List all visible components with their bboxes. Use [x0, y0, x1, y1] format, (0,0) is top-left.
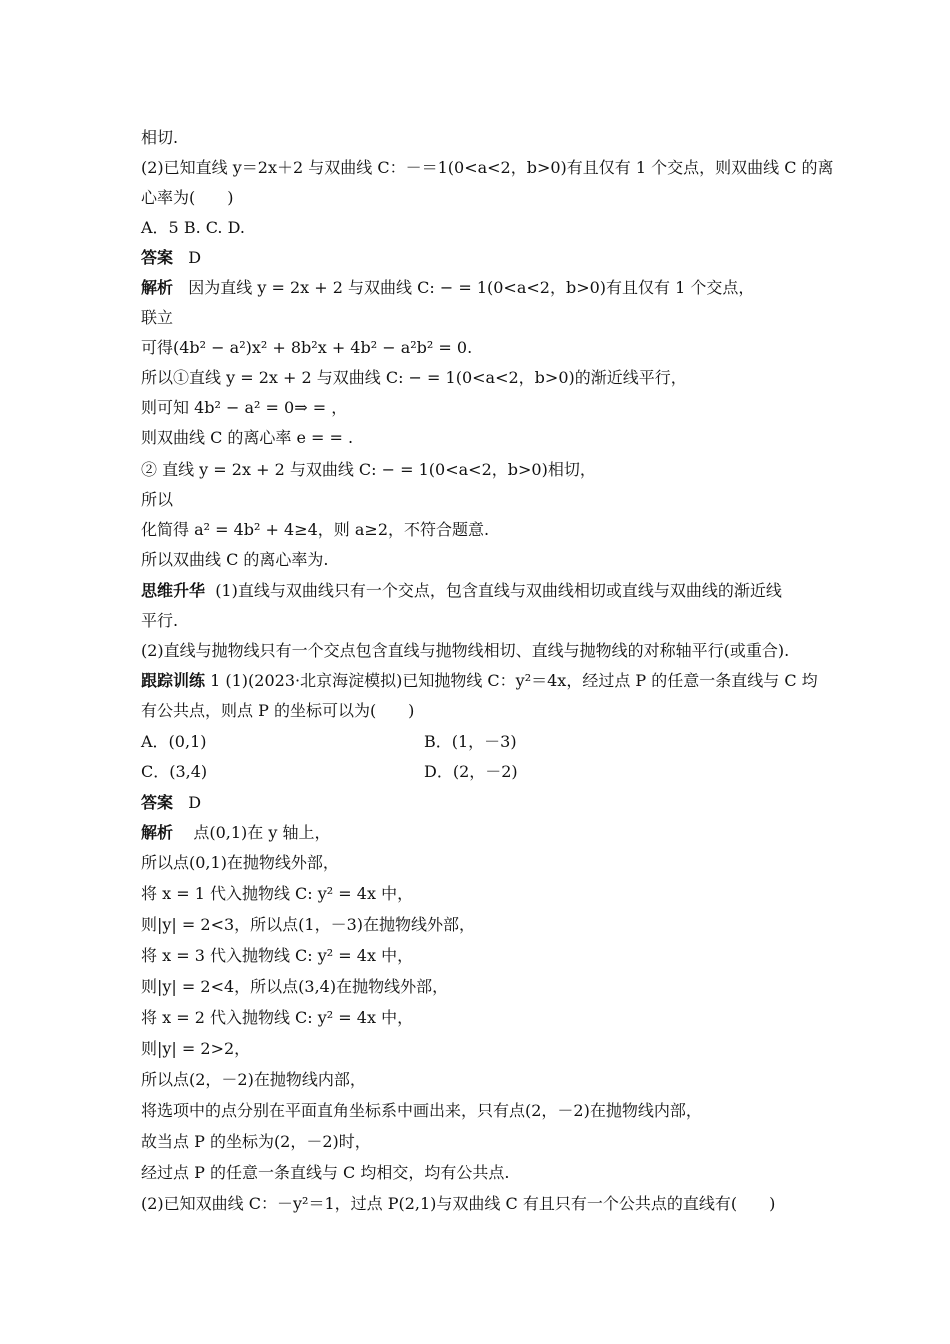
question-2-stem: (2)已知双曲线 C：－y²＝1，过点 P(2,1)与双曲线 C 有且只有一个公共点的直线有( ) [141, 1194, 776, 1213]
text-line: 则|y| = 2<4，所以点(3,4)在抛物线外部， [141, 977, 449, 996]
text-line: 所以点(2，－2)在抛物线内部， [141, 1070, 366, 1089]
training-label: 跟踪训练 [141, 671, 206, 690]
answer-value: D [188, 248, 202, 267]
text-line: 将 x = 2 代入抛物线 C: y² = 4x 中， [141, 1008, 414, 1027]
analysis-label: 解析 [141, 823, 174, 842]
text-line: 则|y| = 2>2， [141, 1039, 251, 1058]
text-line: 可得(4b² − a²)x² + 8b²x + 4b² − a²b² = 0. [141, 338, 473, 357]
option-d: D．(2，－2) [424, 762, 518, 781]
text-line: 化简得 a² = 4b² + 4≥4，则 a≥2，不符合题意. [141, 520, 490, 539]
insight-label: 思维升华 [141, 581, 206, 600]
option-c: C．(3,4) [141, 762, 208, 781]
insight-text: (1)直线与双曲线只有一个交点，包含直线与双曲线相切或直线与双曲线的渐近线 [215, 581, 782, 600]
analysis-line [141, 822, 821, 844]
text-line: 有公共点，则点 P 的坐标可以为( ) [141, 701, 415, 720]
text-line: 则|y| = 2<3，所以点(1，－3)在抛物线外部， [141, 915, 476, 934]
analysis-line [141, 277, 821, 299]
text-line: 故当点 P 的坐标为(2，－2)时， [141, 1132, 371, 1151]
answer-line [141, 247, 821, 269]
text-line: 相切. [141, 128, 179, 147]
analysis-text: 因为直线 y = 2x + 2 与双曲线 C: − = 1(0<a<2，b>0)有且仅有 1 个交点， [188, 278, 755, 297]
text-line: 联立 [141, 308, 174, 327]
text-line: 将 x = 1 代入抛物线 C: y² = 4x 中， [141, 884, 414, 903]
text-line: 所以①直线 y = 2x + 2 与双曲线 C: − = 1(0<a<2，b>0)的渐近线平行， [141, 368, 687, 387]
text-line: 经过点 P 的任意一条直线与 C 均相交，均有公共点. [141, 1163, 510, 1182]
text-line: 所以双曲线 C 的离心率为. [141, 550, 329, 569]
text-line: 则可知 4b² − a² = 0⇒ = ， [141, 398, 348, 417]
training-text: 1 (1)(2023·北京海淀模拟)已知抛物线 C：y²＝4x，经过点 P 的任意一条直线与 C 均 [210, 671, 818, 690]
text-line: 则双曲线 C 的离心率 e = = . [141, 428, 354, 447]
text-line: 将选项中的点分别在平面直角坐标系中画出来，只有点(2，－2)在抛物线内部， [141, 1101, 702, 1120]
question-2-options: A．5 B. C. D. [141, 218, 245, 237]
option-b: B．(1，－3) [424, 732, 517, 751]
option-a: A．(0,1) [141, 732, 207, 751]
text-line: 所以 [141, 490, 174, 509]
analysis-label: 解析 [141, 278, 174, 297]
question-2-stem: (2)已知直线 y＝2x＋2 与双曲线 C：－＝1(0<a<2，b>0)有且仅有 1 个交点，则双曲线 C 的离 [141, 158, 834, 177]
answer-line [141, 792, 821, 814]
training-line [141, 670, 821, 692]
answer-label: 答案 [141, 248, 174, 267]
text-line: ② 直线 y = 2x + 2 与双曲线 C: − = 1(0<a<2，b>0)相切， [141, 460, 596, 479]
text-line: 所以点(0,1)在抛物线外部， [141, 853, 339, 872]
text-line: 平行. [141, 611, 179, 630]
text-line: 心率为( ) [141, 188, 234, 207]
text-line: 将 x = 3 代入抛物线 C: y² = 4x 中， [141, 946, 414, 965]
text-line: (2)直线与抛物线只有一个交点包含直线与抛物线相切、直线与抛物线的对称轴平行(或重合). [141, 641, 790, 660]
analysis-text: 点(0,1)在 y 轴上， [193, 823, 331, 842]
insight-line [141, 580, 821, 602]
answer-label: 答案 [141, 793, 174, 812]
answer-value: D [188, 793, 202, 812]
